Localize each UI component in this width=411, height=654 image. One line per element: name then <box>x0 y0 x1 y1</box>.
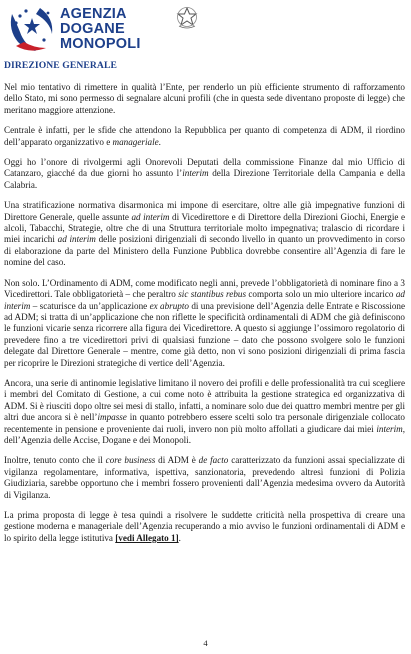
text-segment: ad interim <box>131 211 170 222</box>
text-segment: ad interim <box>57 234 96 245</box>
paragraph-6 <box>4 378 405 446</box>
logo-wordmark <box>60 7 141 52</box>
text-segment: di Vicedirettore e di Direttore della Direzioni Giochi, Energie e alcoli, Tabacchi, Strategie, oltre che di una Struttura territoriale molto impegnativa; tralascio di ricordare i miei incarichi <box>4 211 406 245</box>
text-segment: comporta solo un mio ulteriore incarico <box>246 289 396 300</box>
page-number: 4 <box>203 638 208 648</box>
text-segment: . <box>178 532 181 543</box>
text-segment: caratterizzato da funzioni assai specializzate di vigilanza regolamentare, informativa, ispettiva, sanzionatoria, prevedendo altresì funzioni di Polizia Giudiziaria, sarebbe opportuno che i membri fossero provenienti dall’Agenzia medesima ovvero da Autorità di Vigilanza. <box>4 455 406 500</box>
text-segment: de facto <box>198 455 229 466</box>
text-segment: Non solo. L’Ordinamento di ADM, come modificato negli anni, prevede l’obbligatorietà di nominare fino a 3 Vicedirettori. Tale obbligatorietà – che peraltro <box>4 277 405 300</box>
paragraph-5 <box>4 278 405 369</box>
paragraph-2 <box>4 125 405 148</box>
paragraph-7 <box>4 455 405 501</box>
paragraph-8 <box>4 510 405 544</box>
text-segment: – scaturisce da un’applicazione <box>30 300 150 311</box>
text-segment: di una previsione dell’Agenzia delle Entrate e Riscossione ad ADM; si tratta di un’applicazione che non riflette le specificità ordinamentali di ADM che già definiscono le funzioni vicarie senza ricorrere alla figura dei Vicedirettore. A questo si aggiunge l’ossimoro regolatorio di prevedere fino a tre vicedirettori privi di qualsiasi funzione – dato che possono svolgere solo le funzioni delegate dal Direttore Generale – mentre, come già detto, non vi sono posizioni dirigenziali di prima fascia per ricoprire le Direzioni strategiche di vertice dell’Agenzia. <box>4 300 406 368</box>
text-segment: Ancora, una serie di antinomie legislative limitano il novero dei profili e delle professionalità tra cui scegliere i membri del Comitato di Gestione, a cui come noto è attribuita la gestione strategica ed organizzativa di ADM. Si è riusciti dopo oltre sei mesi di stallo, infatti, a nominare solo due dei quattro membri mentre per gli altri due ancora si è nell’ <box>4 377 405 423</box>
text-segment: di ADM è <box>155 455 199 466</box>
text-segment: Centrale è infatti, per le sfide che attendono la Repubblica per quanto di competenza di ADM, il riordino dell’apparato organizzativo e <box>4 125 405 147</box>
section-title: DIREZIONE GENERALE <box>4 60 117 71</box>
text-segment: . <box>158 136 161 147</box>
paragraph-4 <box>4 200 405 268</box>
text-segment: della Direzione Territoriale della Campania e della Calabria. <box>4 168 405 190</box>
text-segment: , dell’Agenzia delle Accise, Dogane e dei Monopoli. <box>4 423 405 445</box>
text-segment: interim <box>376 423 403 434</box>
text-segment: ex abrupto <box>149 300 189 311</box>
logo-line-1: AGENZIA <box>60 6 127 22</box>
text-segment: Una stratificazione normativa disarmonica mi impone di esercitare, oltre alle già impegnative funzioni di Direttore Generale, quelle assunte <box>4 200 405 222</box>
text-segment: core business <box>105 455 156 466</box>
logo-line-2: DOGANE <box>60 21 125 37</box>
attachment-reference-link: [vedi Allegato 1] <box>115 532 179 543</box>
text-segment: ad interim <box>4 289 405 311</box>
document-body <box>4 82 405 553</box>
logo-line-3: MONOPOLI <box>60 36 141 52</box>
text-segment: sic stantibus rebus <box>178 289 246 300</box>
paragraph-1 <box>4 82 405 116</box>
paragraph-3 <box>4 157 405 191</box>
text-segment: La prima proposta di legge è tesa quindi a risolvere le suddette criticità nella prospettiva di creare una gestione moderna e manageriale dell’Agenzia recuperando a mio avviso le funzioni ordinamentali di ADM e lo spirito della legge istitutiva <box>4 510 405 543</box>
text-segment: manageriale <box>112 136 159 147</box>
text-segment: Inoltre, tenuto conto che il <box>4 455 106 466</box>
republic-emblem-icon <box>176 6 198 30</box>
logo-star-mark <box>6 4 58 54</box>
text-segment: Nel mio tentativo di rimettere in qualità l’Ente, per renderlo un più efficiente strumento di rafforzamento dello Stato, mi sono permesso di segnalare alcuni profili (che in questa sede diventano proposte di legge) che meritano maggiore attenzione. <box>4 82 405 115</box>
text-segment: impasse <box>97 412 127 423</box>
text-segment: Oggi ho l’onore di rivolgermi agli Onorevoli Deputati della commissione Finanze dal mio Ufficio di Catanzaro, giacché da due giorni ho assunto l’ <box>4 157 405 179</box>
text-segment: interim <box>182 168 209 179</box>
agency-logo <box>6 4 182 54</box>
text-segment: in quanto potrebbero essere scelti solo tra personale dirigenziale collocato recentemente in pensione e proveniente dai ruoli, invero non più molto affollati a giudicare dai miei <box>4 412 405 434</box>
text-segment: delle posizioni dirigenziali di secondo livello in quanto un provvedimento in corso di elaborazione da parte del Ministero della Funzione Pubblica dovrebbe consentire all’Agenzia di fare le nomine del caso. <box>4 234 405 268</box>
